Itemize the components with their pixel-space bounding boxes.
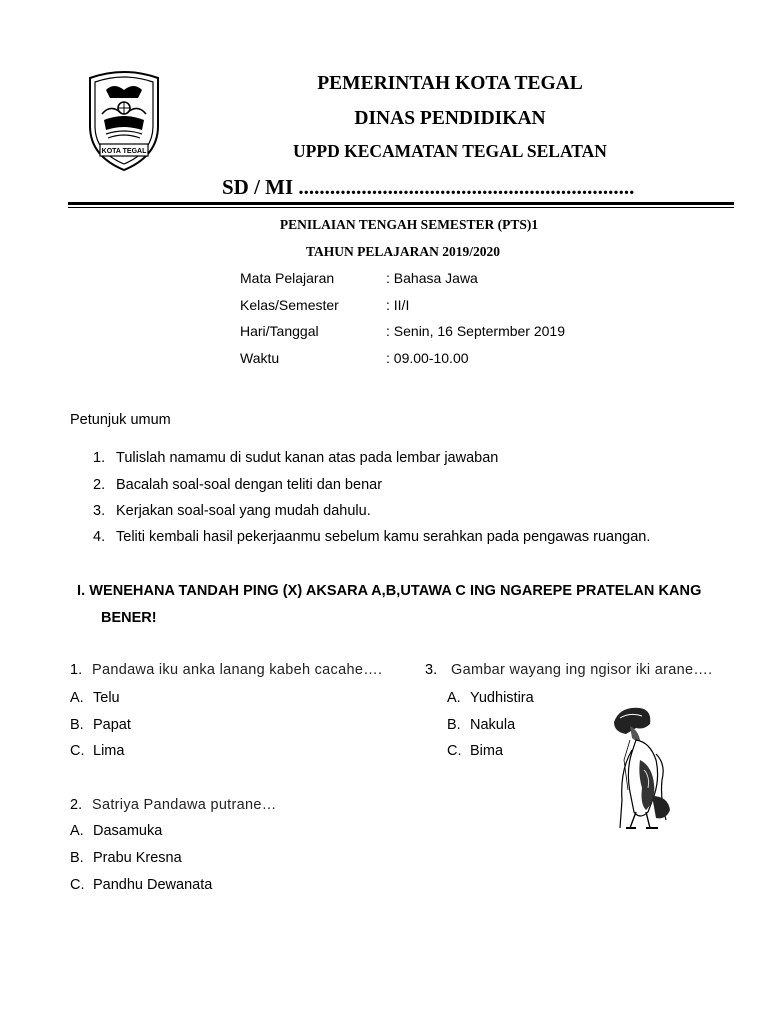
question-2: 2. Satriya Pandawa putrane…	[70, 797, 277, 813]
question-3-option-c: C. Bima	[447, 743, 504, 759]
info-label-date: Hari/Tanggal	[240, 323, 319, 339]
question-3-option-a: A. Yudhistira	[447, 690, 534, 706]
exam-title: PENILAIAN TENGAH SEMESTER (PTS)1	[279, 217, 539, 232]
info-value-subject: : Bahasa Jawa	[386, 270, 478, 286]
question-1-option-b: B. Papat	[70, 717, 131, 733]
question-1: 1. Pandawa iku anka lanang kabeh cacahe….	[70, 662, 383, 678]
info-value-time: : 09.00-10.00	[386, 350, 469, 366]
logo-text: KOTA TEGAL	[101, 148, 147, 155]
header-department: DINAS PENDIDIKAN	[354, 108, 546, 129]
info-label-class: Kelas/Semester	[240, 297, 339, 313]
info-label-time: Waktu	[240, 350, 280, 366]
section-title-continued: BENER!	[101, 610, 157, 626]
question-1-option-c: C. Lima	[70, 743, 125, 759]
header-divider-thin	[68, 207, 734, 208]
instruction-item: 1. Tulislah namamu di sudut kanan atas pada lembar jawaban	[93, 450, 499, 466]
info-label-subject: Mata Pelajaran	[240, 270, 335, 286]
section-title: I. WENEHANA TANDAH PING (X) AKSARA A,B,UTAWA C ING NGAREPE PRATELAN KANG	[77, 583, 702, 599]
info-value-date: : Senin, 16 Septermber 2019	[386, 323, 566, 339]
question-3-option-b: B. Nakula	[447, 717, 516, 733]
wayang-puppet-image	[600, 700, 690, 835]
school-name-field: SD / MI ................................................................	[222, 175, 635, 199]
header-unit: UPPD KECAMATAN TEGAL SELATAN	[293, 141, 607, 161]
header-divider-thick	[68, 202, 734, 205]
question-2-option-a: A. Dasamuka	[70, 823, 163, 839]
question-2-option-b: B. Prabu Kresna	[70, 850, 182, 866]
info-value-class: : II/I	[386, 297, 410, 313]
instruction-item: 2. Bacalah soal-soal dengan teliti dan benar	[93, 477, 383, 493]
question-3: 3. Gambar wayang ing ngisor iki arane….	[425, 662, 713, 678]
instructions-heading: Petunjuk umum	[70, 412, 171, 428]
question-1-option-a: A. Telu	[70, 690, 120, 706]
instruction-item: 3. Kerjakan soal-soal yang mudah dahulu.	[93, 503, 371, 519]
instruction-item: 4. Teliti kembali hasil pekerjaanmu sebelum kamu serahkan pada pengawas ruangan.	[93, 529, 651, 545]
exam-year: TAHUN PELAJARAN 2019/2020	[305, 244, 500, 259]
question-2-option-c: C. Pandhu Dewanata	[70, 877, 213, 893]
header-government: PEMERINTAH KOTA TEGAL	[317, 73, 583, 94]
